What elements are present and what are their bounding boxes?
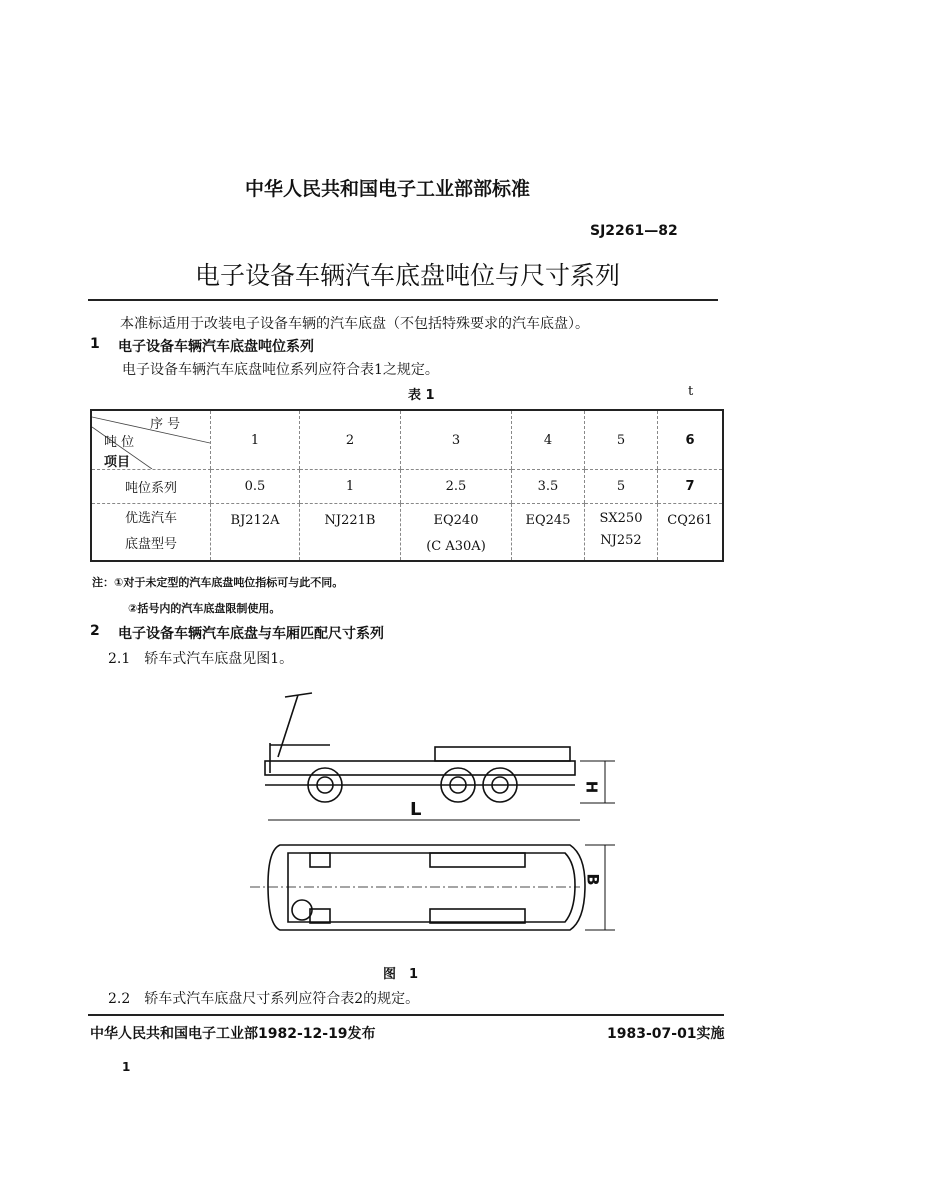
model-name: CQ261: [667, 513, 713, 528]
tonnage-table: [90, 409, 724, 562]
model-name: NJ221B: [324, 513, 376, 528]
tonnage-row: [91, 470, 723, 504]
effective-date: 1983-07-01实施: [607, 1026, 725, 1042]
figure-caption: 图 1: [383, 967, 419, 982]
footer-rule: [88, 1014, 724, 1016]
note-2: ②括号内的汽车底盘限制使用。: [128, 602, 281, 615]
row-label: [91, 504, 211, 562]
section1-text: 电子设备车辆汽车底盘吨位系列应符合表1之规定。: [122, 362, 439, 378]
dimension-L: L: [410, 799, 422, 820]
model-row: [91, 504, 723, 562]
dimension-B: B: [583, 873, 603, 886]
issued-date: 中华人民共和国电子工业部1982-12-19发布: [90, 1026, 376, 1042]
table-header-row: [91, 410, 723, 470]
section2-1-text: 2.1 轿车式汽车底盘见图1。: [108, 651, 294, 667]
note-1: 注：①对于未定型的汽车底盘吨位指标可与此不同。: [92, 576, 344, 589]
model-name: BJ212A: [230, 513, 280, 528]
section1-number: 1: [90, 336, 100, 352]
col-no: 1: [211, 410, 300, 470]
model-cell: [658, 504, 724, 562]
section2-number: 2: [90, 623, 100, 639]
tonnage-cell: 0.5: [211, 470, 300, 504]
tonnage-cell: 5: [585, 470, 658, 504]
tonnage-cell: 2.5: [401, 470, 512, 504]
tonnage-cell: 7: [658, 470, 724, 504]
tonnage-cell: 3.5: [512, 470, 585, 504]
standard-code: SJ2261—82: [590, 223, 678, 239]
col-no: 5: [585, 410, 658, 470]
table-corner-cell: [91, 410, 211, 470]
side-view: [265, 693, 615, 820]
col-no: 3: [401, 410, 512, 470]
row-label: 吨位系列: [91, 470, 211, 504]
intro-text: 本准标适用于改装电子设备车辆的汽车底盘（不包括特殊要求的汽车底盘）。: [120, 316, 589, 332]
corner-mid: 吨 位: [104, 435, 135, 450]
table-caption: 表 1: [408, 388, 435, 403]
model-cell: [512, 504, 585, 562]
chassis-figure: [240, 685, 620, 955]
model-name: SX250: [599, 511, 643, 526]
document-title: 电子设备车辆汽车底盘吨位与尺寸系列: [195, 261, 621, 290]
org-title: 中华人民共和国电子工业部部标准: [245, 178, 531, 200]
model-name: (C A30A): [426, 539, 486, 554]
model-name: EQ245: [525, 513, 571, 528]
model-cell: [211, 504, 300, 562]
model-name: EQ240: [433, 513, 479, 528]
section2-title: 电子设备车辆汽车底盘与车厢匹配尺寸系列: [118, 626, 384, 642]
col-no: 4: [512, 410, 585, 470]
model-cell: [585, 504, 658, 562]
corner-top: 序 号: [150, 417, 181, 432]
tonnage-cell: 1: [300, 470, 401, 504]
col-no: 6: [658, 410, 724, 470]
model-name: NJ252: [600, 533, 642, 548]
row-label-2: 底盘型号: [124, 537, 177, 552]
top-view: [250, 845, 615, 930]
dimension-H: H: [582, 780, 601, 794]
row-label-1: 优选汽车: [124, 511, 177, 526]
model-cell: [300, 504, 401, 562]
model-cell: [401, 504, 512, 562]
table-unit: t: [688, 384, 694, 399]
section2-2-text: 2.2 轿车式汽车底盘尺寸系列应符合表2的规定。: [108, 991, 420, 1007]
page-number: 1: [122, 1060, 131, 1074]
section1-title: 电子设备车辆汽车底盘吨位系列: [118, 339, 314, 355]
title-rule: [88, 299, 718, 301]
corner-bottom: 项目: [104, 455, 131, 470]
col-no: 2: [300, 410, 401, 470]
